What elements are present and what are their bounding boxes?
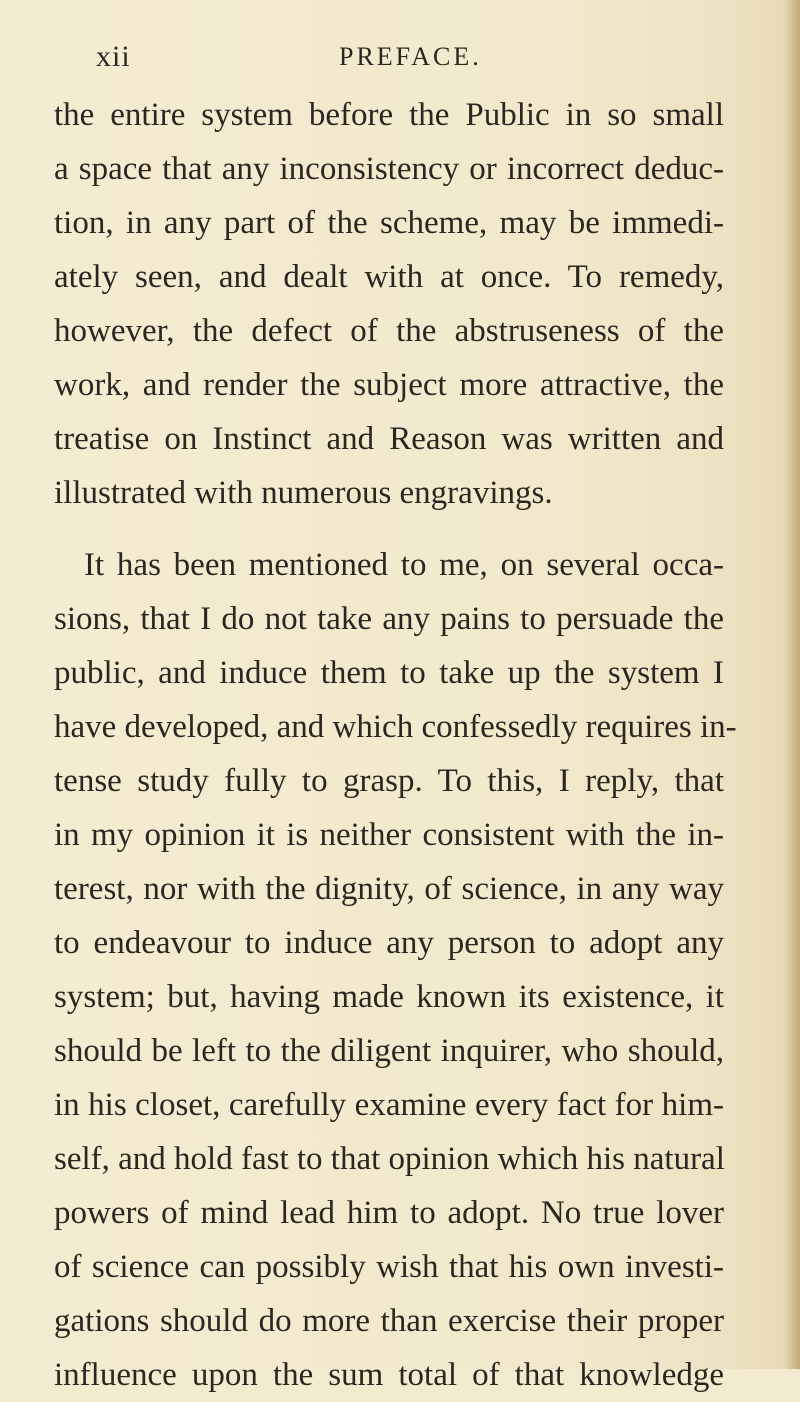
page-number: xii — [96, 40, 131, 73]
text-line: of science can possibly wish that his own investi- — [54, 1249, 724, 1285]
paragraph — [54, 538, 737, 1402]
text-line: to endeavour to induce any person to adopt any — [54, 925, 724, 961]
text-line: should be left to the diligent inquirer, who should, — [54, 1033, 724, 1069]
text-line: It has been mentioned to me, on several occa- — [84, 547, 724, 583]
text-line: in his closet, carefully examine every fact for him- — [54, 1087, 724, 1123]
paragraph-continued — [54, 88, 724, 520]
text-line: terest, nor with the dignity, of science, in any way — [54, 871, 724, 907]
text-line: system; but, having made known its existence, it — [54, 979, 724, 1015]
page-gutter-shadow — [784, 0, 800, 1369]
running-head: PREFACE. — [339, 42, 482, 71]
text-line: treatise on Instinct and Reason was written and — [54, 421, 724, 457]
text-line: the entire system before the Public in so small — [54, 97, 724, 133]
text-line: public, and induce them to take up the system I — [54, 655, 724, 691]
page-header — [96, 40, 656, 74]
text-line: in my opinion it is neither consistent with the in- — [54, 817, 724, 853]
text-line: ately seen, and dealt with at once. To remedy, — [54, 259, 724, 295]
text-line: illustrated with numerous engravings. — [54, 475, 553, 511]
text-line: tion, in any part of the scheme, may be immedi- — [54, 205, 724, 241]
text-line: self, and hold fast to that opinion which his natural — [54, 1141, 725, 1177]
text-line: gations should do more than exercise their proper — [54, 1303, 724, 1339]
text-line: however, the defect of the abstruseness of the — [54, 313, 724, 349]
text-line: sions, that I do not take any pains to persuade the — [54, 601, 724, 637]
text-line: work, and render the subject more attractive, the — [54, 367, 724, 403]
text-line: a space that any inconsistency or incorrect deduc- — [54, 151, 724, 187]
text-line: influence upon the sum total of that knowledge — [54, 1357, 724, 1393]
text-line: powers of mind lead him to adopt. No true lover — [54, 1195, 724, 1231]
body-text — [54, 88, 737, 1402]
paragraph-gap — [54, 520, 724, 538]
text-line: tense study fully to grasp. To this, I reply, that — [54, 763, 724, 799]
text-line: have developed, and which confessedly requires in- — [54, 709, 737, 745]
